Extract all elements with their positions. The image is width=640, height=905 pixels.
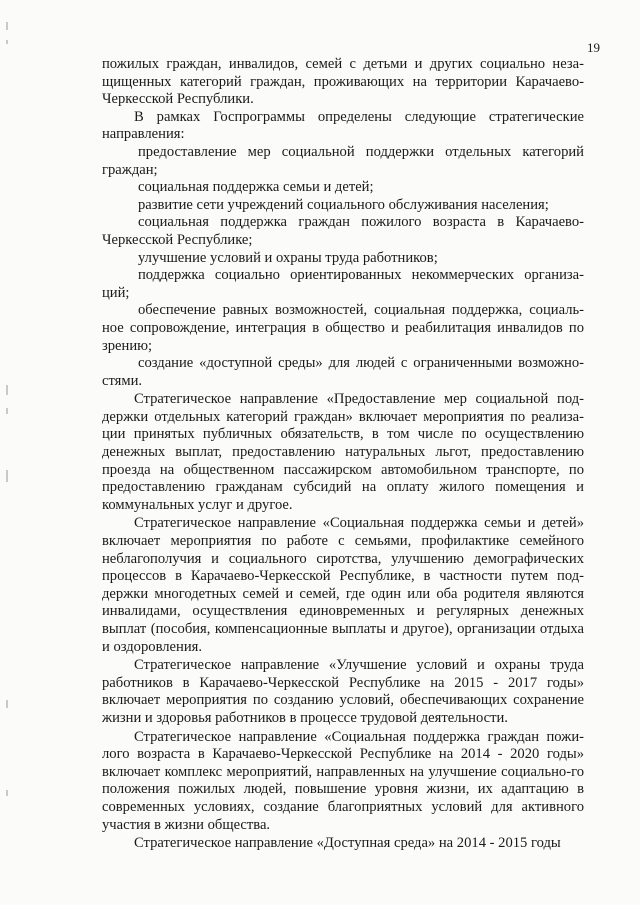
paragraph: Стратегическое направление «Улучшение условий и охраны труда работников в Карачаево-Черкесской Республике на 2015 - 2017 годы» включает мероприятия по созданию условий, обеспечивающих сохранение жизни и здоровья работников в процессе трудовой деятельности.: [102, 657, 584, 726]
paragraph: В рамках Госпрограммы определены следующие стратегические направления:: [102, 108, 584, 143]
list-item: улучшение условий и охраны труда работников;: [138, 249, 438, 266]
paragraph: Стратегическое направление «Социальная поддержка семьи и детей» включает мероприятия по работе с семьями, профилактике семейного неблагополучия и социального сиротства, улучшению демографических процессов в Карачаево-Черкесской Республике, в частности путем под-держки многодетных семей и семей, где один или оба родителя являются инвалидами, осуществления единовременных и регулярных денежных выплат (пособия, компенсационные выплаты и другое), организации отдыха и оздоровления.: [102, 515, 584, 655]
list-item: обеспечение равных возможностей, социальная поддержка, социаль-ное сопровождение, интеграция в общество и реабилитация инвалидов по зрению;: [102, 302, 584, 354]
list-item: поддержка социально ориентированных некоммерческих организа-ций;: [102, 267, 584, 301]
list-item: социальная поддержка семьи и детей;: [138, 179, 374, 196]
body-text: [102, 56, 584, 853]
list-item: предоставление мер социальной поддержки отдельных категорий граждан;: [102, 143, 584, 178]
paragraph: пожилых граждан, инвалидов, семей с детьми и других социально неза-щищенных категорий граждан, проживающих на территории Карачаево-Черкесской Республики.: [102, 56, 584, 108]
scan-edge-marks: [6, 0, 10, 905]
paragraph: Стратегическое направление «Предоставление мер социальной под-держки отдельных категорий граждан» включает мероприятия по реализа-ции принятых публичных обязательств, в том числе по осуществлению денежных выплат, предоставлению натуральных льгот, предоставлению проезда на общественном пассажирском автомобильном транспорте, по предоставлению гражданам субсидий на оплату жилого помещения и коммунальных услуг и другое.: [102, 391, 584, 513]
list-item: социальная поддержка граждан пожилого возраста в Карачаево-Черкесской Республике;: [102, 214, 584, 248]
list-item: развитие сети учреждений социального обслуживания населения;: [138, 196, 549, 213]
list-item: создание «доступной среды» для людей с ограниченными возможно-стями.: [102, 355, 584, 389]
paragraph: Стратегическое направление «Доступная среда» на 2014 - 2015 годы: [134, 835, 561, 852]
paragraph: Стратегическое направление «Социальная поддержка граждан пожи-лого возраста в Карачаево-Черкесской Республике на 2014 - 2020 годы» включает комплекс мероприятий, направленных на улучшение социально-го положения пожилых людей, повышение уровня жизни, их адаптацию в современных условиях, создание благоприятных условий для активного участия в жизни общества.: [102, 728, 584, 833]
page-number: 19: [587, 40, 600, 55]
